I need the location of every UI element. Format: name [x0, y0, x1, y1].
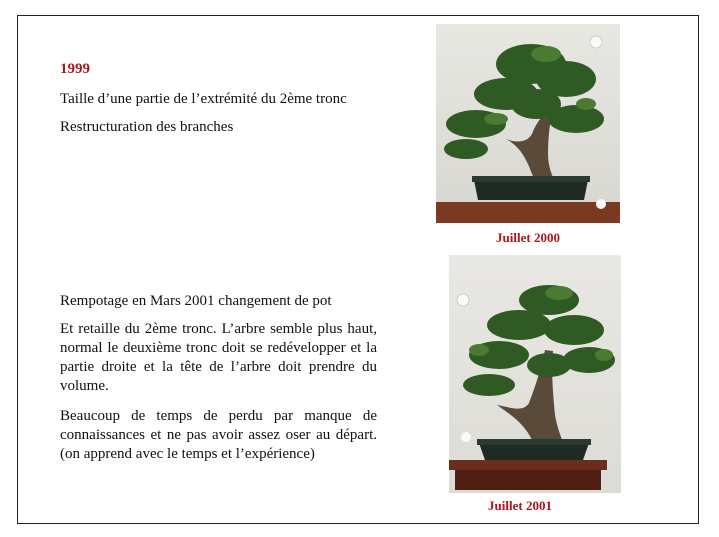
section2-line1: Rempotage en Mars 2001 changement de pot: [60, 293, 332, 309]
year-heading: 1999: [60, 61, 90, 77]
section1-line1: Taille d’une partie de l’extrémité du 2ème tronc: [60, 91, 347, 107]
bonsai-photo-2000: [436, 24, 620, 223]
bonsai-photo-2001: [449, 255, 621, 493]
caption-2000: Juillet 2000: [496, 230, 560, 245]
section2-paragraph2: Beaucoup de temps de perdu par manque de connaissances et ne pas avoir assez oser au départ.(on apprend avec le temps et l’expérience): [60, 408, 377, 462]
section1-line2: Restructuration des branches: [60, 119, 234, 135]
section2-paragraph1: Et retaille du 2ème tronc. L’arbre semble plus haut, normal le deuxième tronc doit se redévelopper et la partie droite et la tête de l’arbre doit prendre du volume.: [60, 321, 377, 394]
caption-2001: Juillet 2001: [488, 498, 552, 513]
